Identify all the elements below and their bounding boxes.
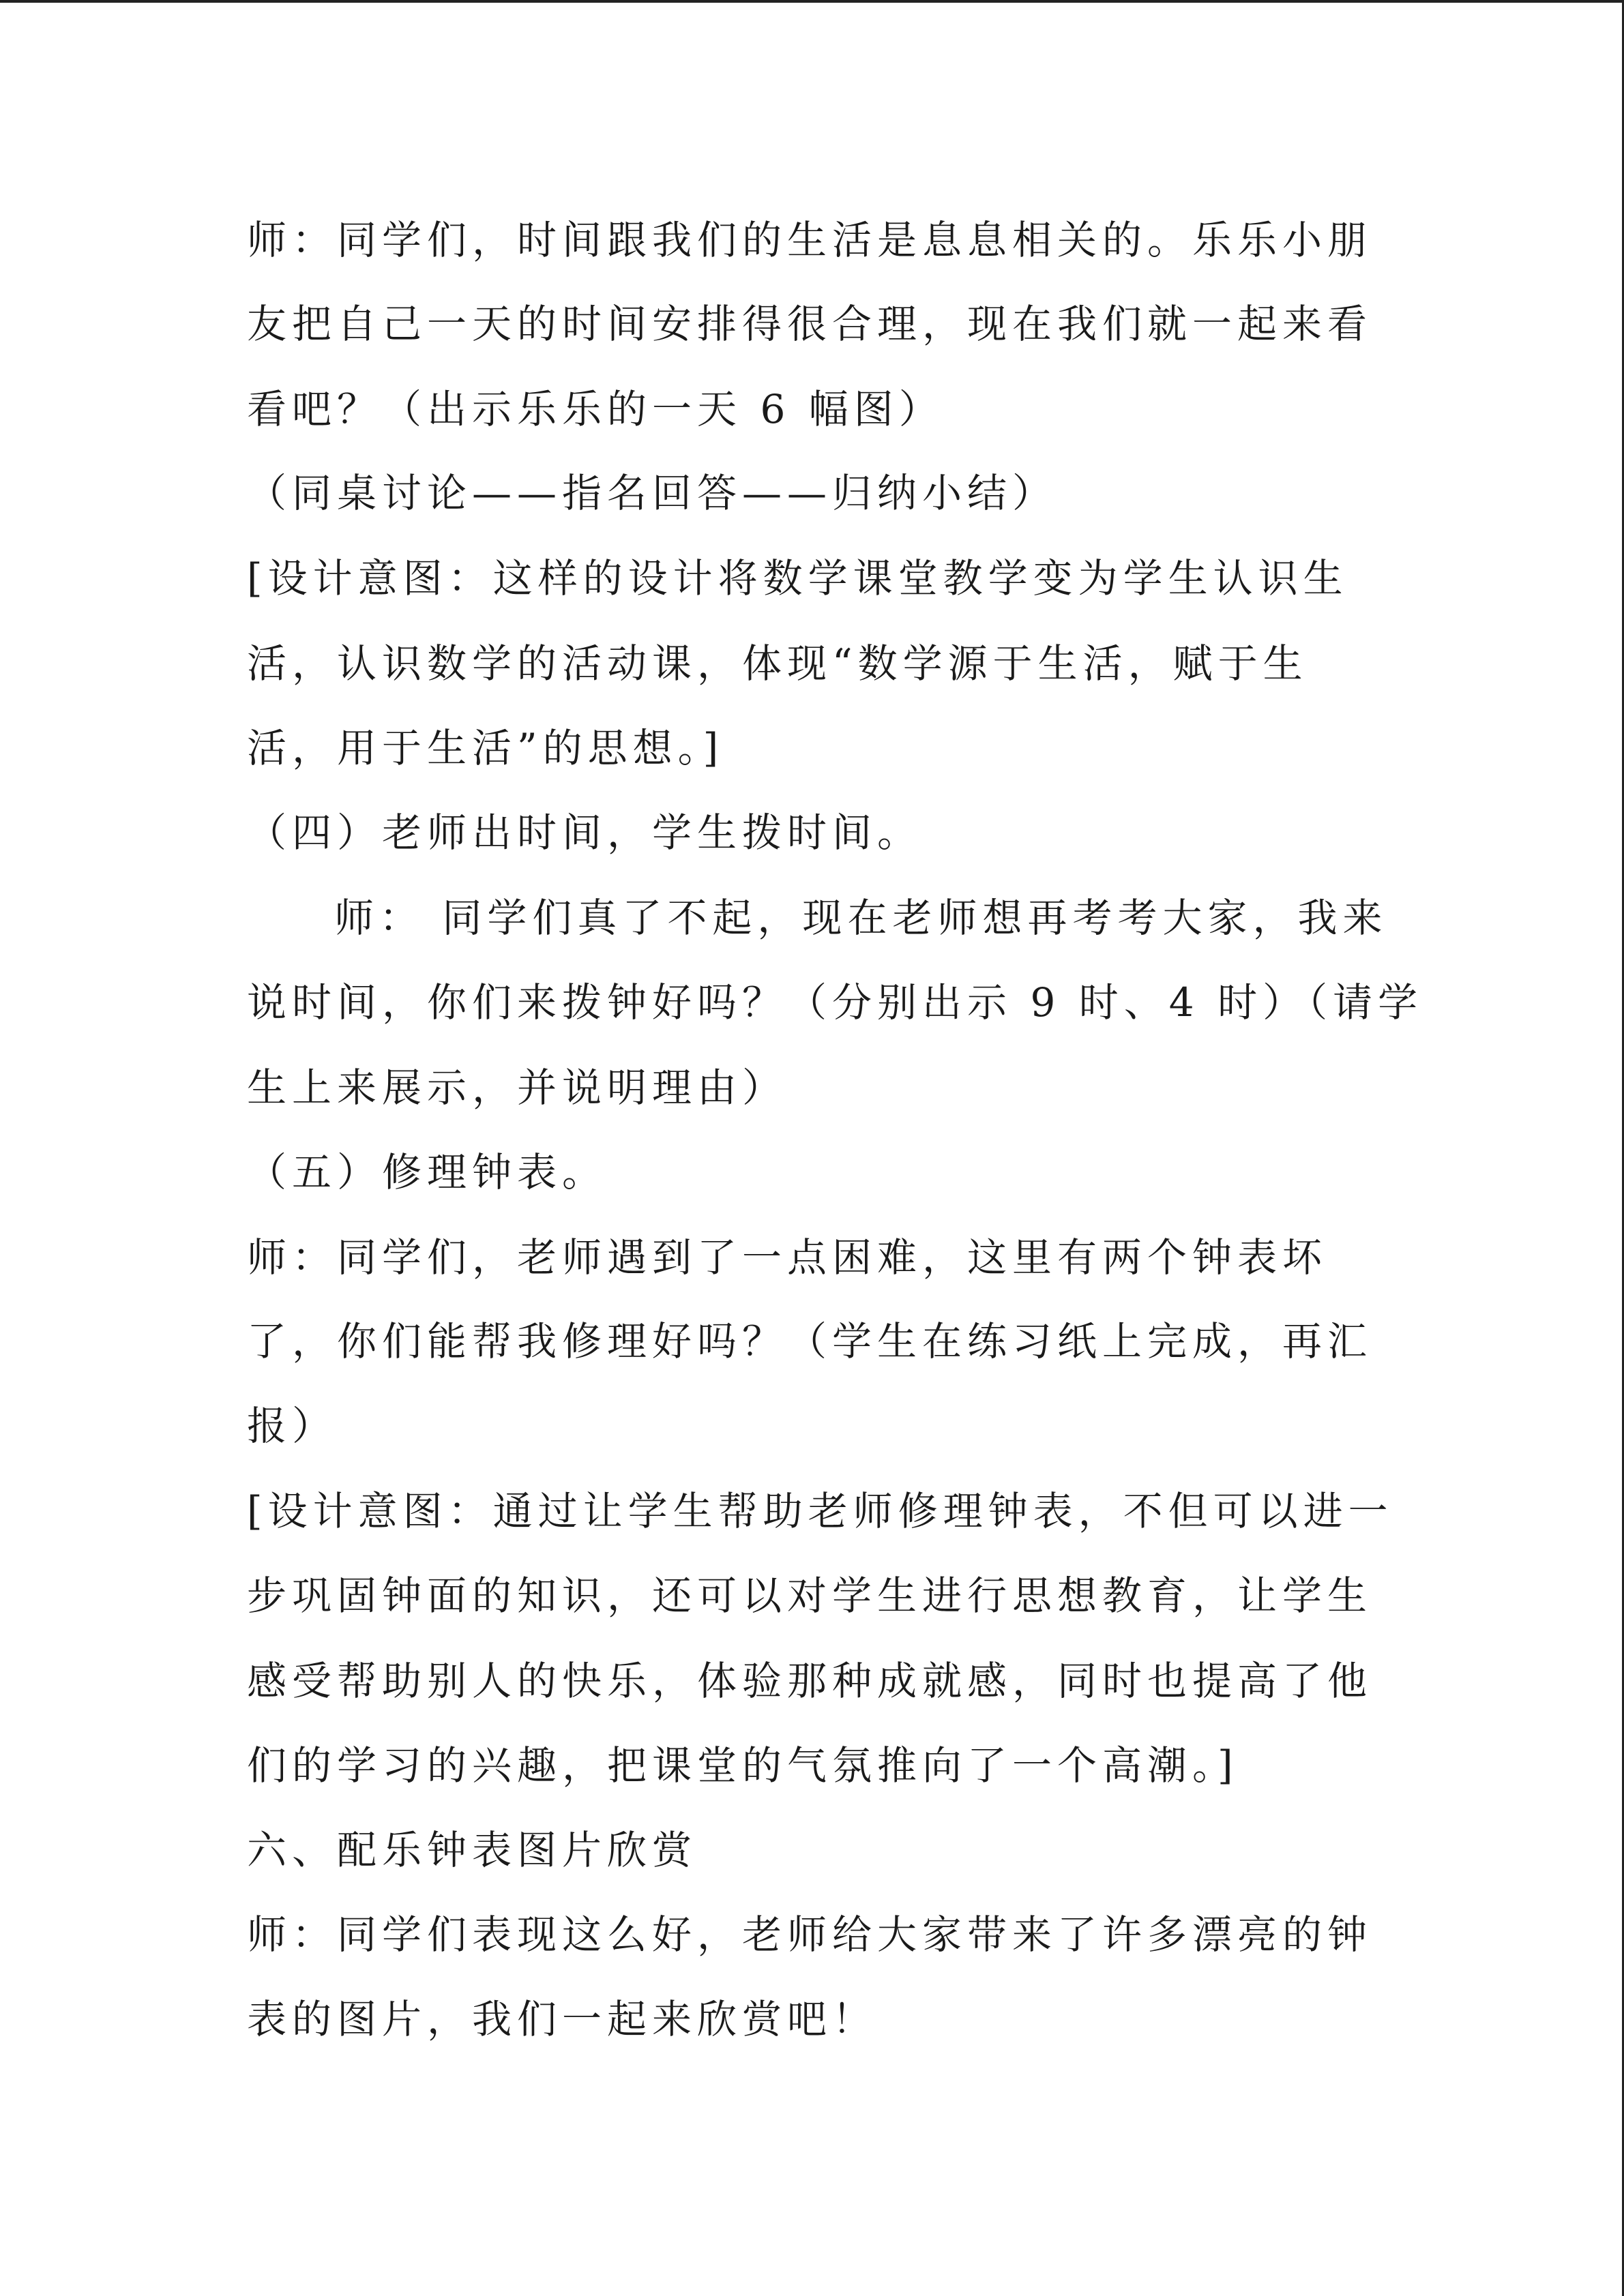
section-heading: （五）修理钟表。: [247, 1149, 608, 1195]
page-top-border: [0, 0, 1624, 3]
text-line: 师：同学们，老师遇到了一点困难，这里有两个钟表坏: [247, 1234, 1328, 1281]
text-line: 师：同学们，时间跟我们的生活是息息相关的。乐乐小朋: [247, 217, 1373, 263]
text-line: 看吧？（出示乐乐的一天 6 幅图）: [247, 386, 944, 432]
section-heading: 六、配乐钟表图片欣赏: [247, 1827, 698, 1873]
text-line: 感受帮助别人的快乐，体验那种成就感，同时也提高了他: [247, 1658, 1373, 1704]
text-line: 生上来展示，并说明理由）: [247, 1064, 788, 1111]
text-line: 友把自己一天的时间安排得很合理，现在我们就一起来看: [247, 301, 1373, 347]
text-line: 师： 同学们真了不起，现在老师想再考考大家，我来: [334, 895, 1388, 941]
text-line: 师：同学们表现这么好，老师给大家带来了许多漂亮的钟: [247, 1911, 1373, 1958]
text-line: 们的学习的兴趣，把课堂的气氛推向了一个高潮。]: [247, 1742, 1239, 1789]
text-line: [设计意图：通过让学生帮助老师修理钟表，不但可以进一: [247, 1488, 1393, 1534]
text-line: [设计意图：这样的设计将数学课堂教学变为学生认识生: [247, 555, 1348, 601]
text-line: 活，用于生活”的思想。]: [247, 725, 724, 771]
text-line: 活，认识数学的活动课，体现“数学源于生活，赋于生: [247, 640, 1308, 687]
text-line: 了，你们能帮我修理好吗？（学生在练习纸上完成，再汇: [247, 1318, 1373, 1365]
section-heading: （四）老师出时间，学生拨时间。: [247, 809, 923, 856]
text-line: （同桌讨论——指名回答——归纳小结）: [247, 470, 1058, 516]
text-line: 表的图片，我们一起来欣赏吧！: [247, 1996, 878, 2042]
text-line: 步巩固钟面的知识，还可以对学生进行思想教育，让学生: [247, 1572, 1373, 1619]
text-line: 报）: [247, 1403, 338, 1449]
text-line: 说时间，你们来拨钟好吗？（分别出示 9 时、4 时）（请学: [247, 979, 1423, 1026]
